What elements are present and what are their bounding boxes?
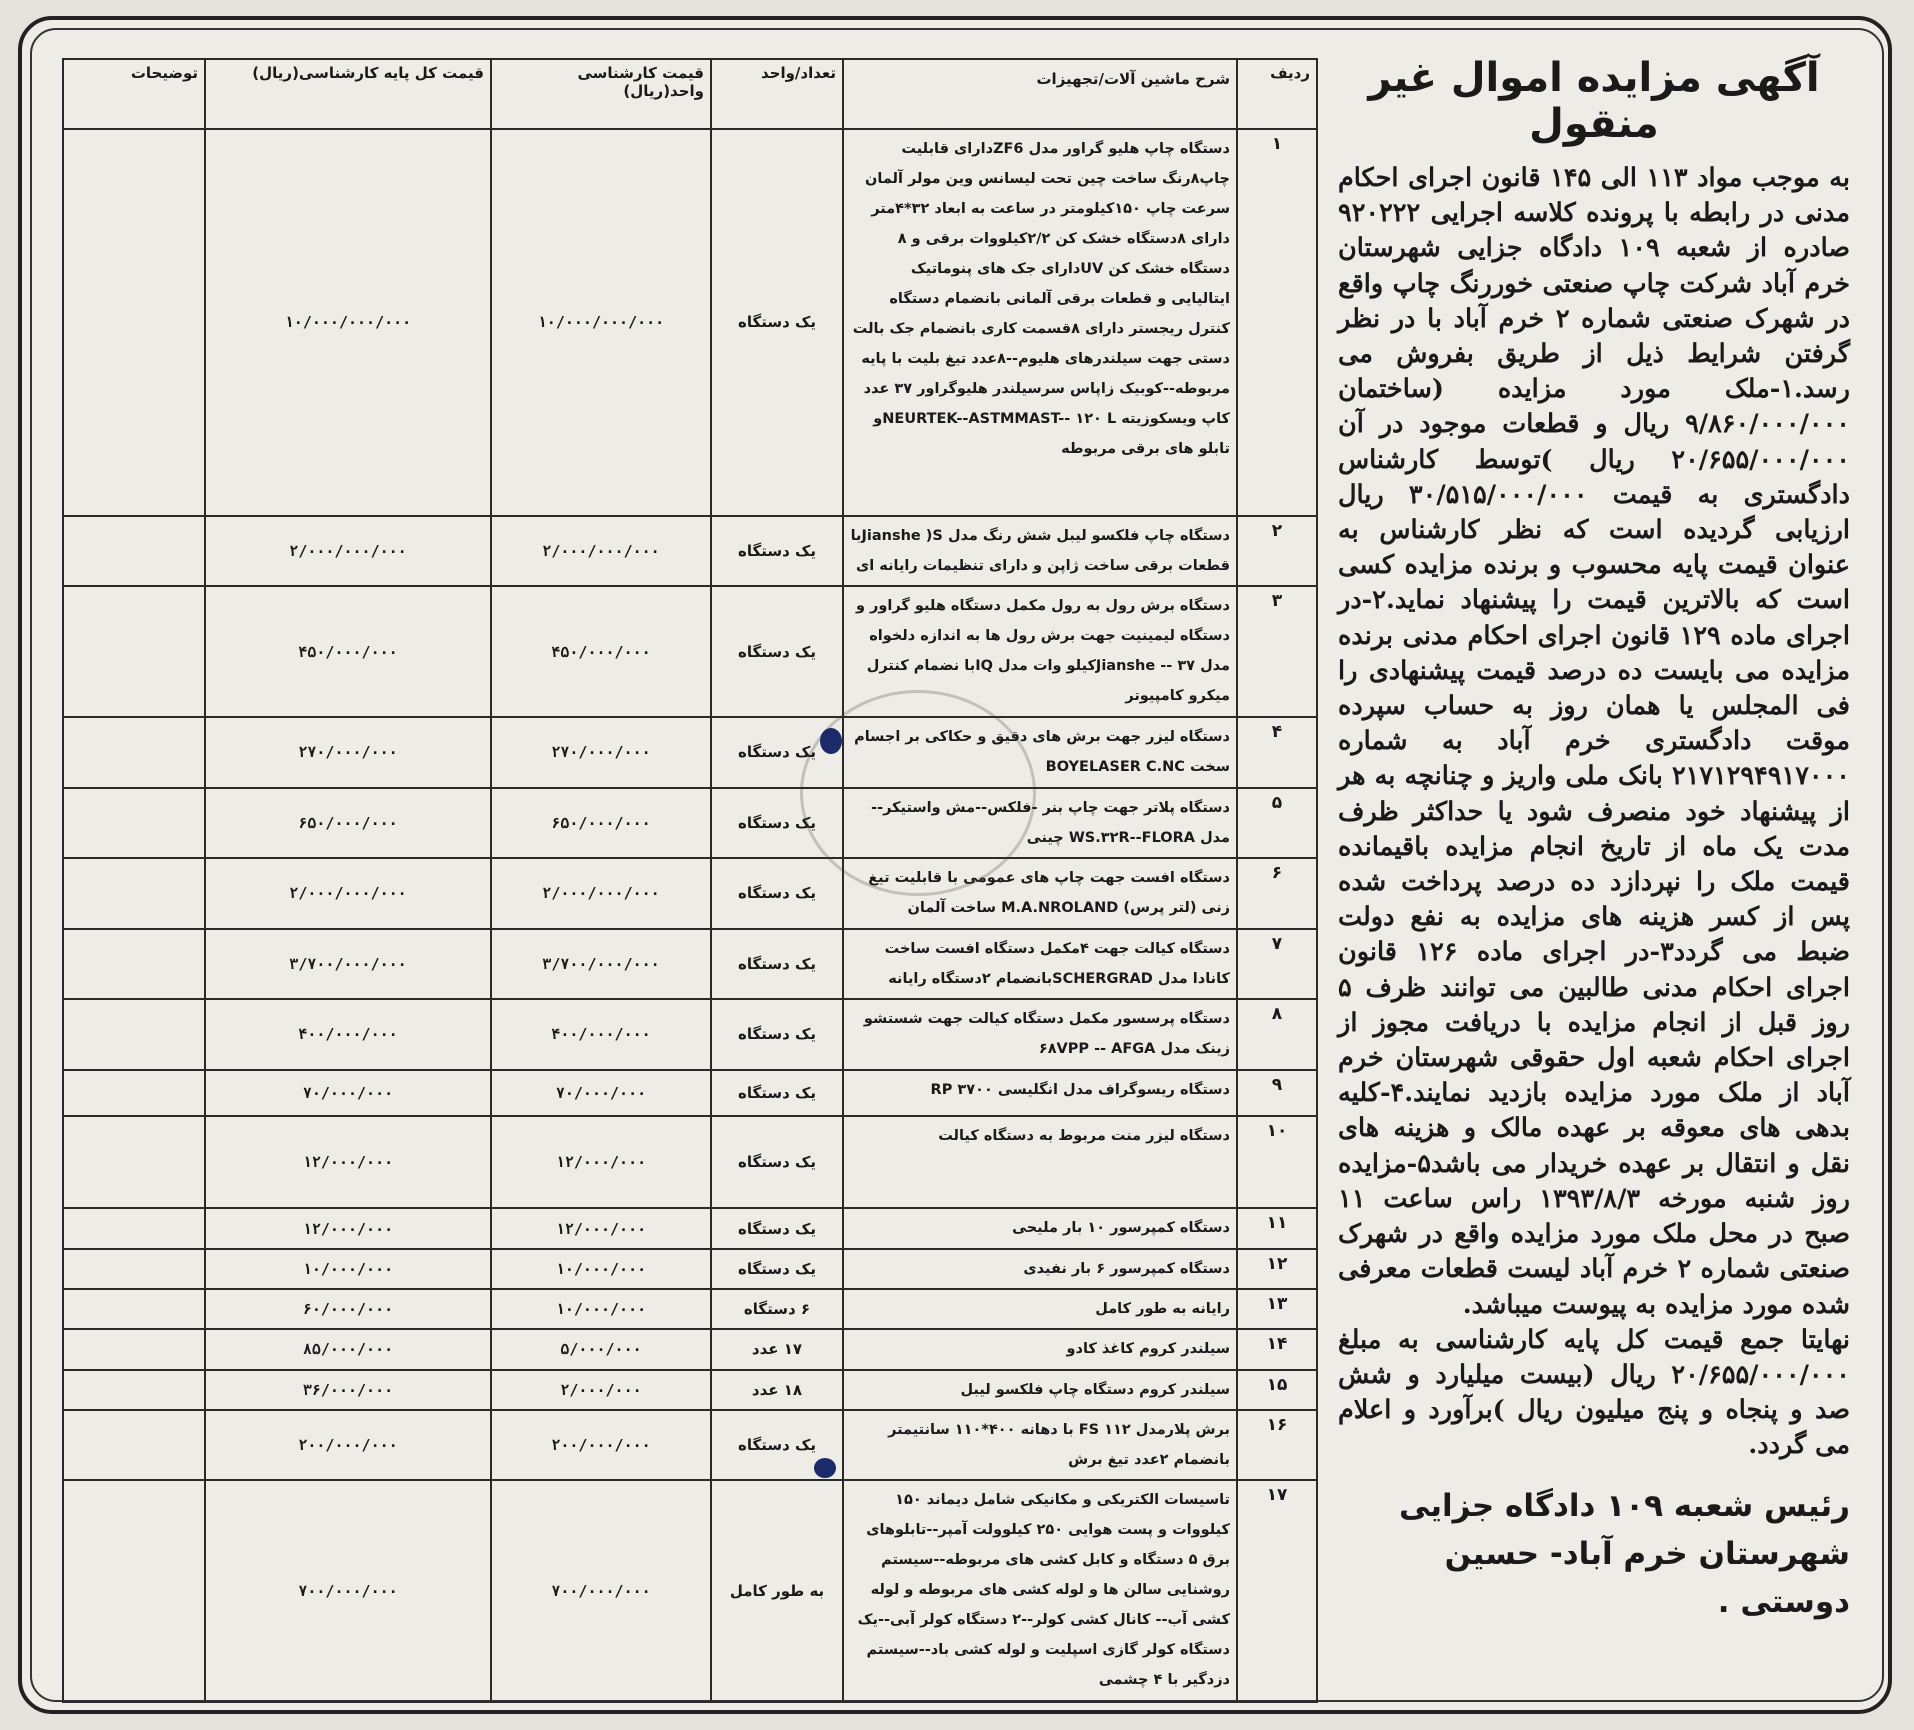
table-body <box>63 129 1317 1702</box>
notes-cell <box>63 1410 205 1480</box>
unit-price-cell: ۶۵۰/۰۰۰/۰۰۰ <box>491 788 711 858</box>
table-row <box>63 516 1317 586</box>
notice-body: به موجب مواد ۱۱۳ الی ۱۴۵ قانون اجرای احکام مدنی در رابطه با پرونده کلاسه اجرایی ۹۲۰۲۲۲ صادره از شعبه ۱۰۹ دادگاه جزایی شهرستان خرم آباد شرکت چاپ صنعتی خوررنگ چاپ واقع در شهرک صنعتی شماره ۲ خرم آباد با در نظر گرفتن شرایط ذیل از طریق بفروش می رسد.۱-ملک مورد مزایده (ساختمان ۹/۸۶۰/۰۰۰/۰۰۰ ریال و قطعات موجود در آن ۲۰/۶۵۵/۰۰۰/۰۰۰ ریال )توسط کارشناس دادگستری به قیمت ۳۰/۵۱۵/۰۰۰/۰۰۰ ریال ارزیابی گردیده است که نظر کارشناس به عنوان قیمت پایه محسوب و برنده مزایده کسی است که بالاترین قیمت را پیشنهاد نماید.۲-در اجرای ماده ۱۲۹ قانون اجرای احکام مدنی برنده مزایده می بایست ده درصد قیمت پیشنهادی را فی المجلس یا همان روز به حساب سپرده موقت دادگستری خرم آباد به شماره ۲۱۷۱۲۹۴۹۱۷۰۰۰ بانک ملی واریز و چنانچه به هر از پیشنهاد خود منصرف شود یا حداکثر ظرف مدت یک ماه از تاریخ انجام مزایده باقیمانده قیمت ملک را نپردازد ده درصد پرداخت شده پس از کسر هزینه های مزایده به نفع دولت ضبط می گردد۳-در اجرای ماده ۱۲۶ قانون اجرای احکام مدنی طالبین می توانند ظرف ۵ روز قبل از انجام مزایده با دریافت مجوز از اجرای احکام شعبه اول حقوقی شهرستان خرم آباد از ملک مورد مزایده بازدید نمایند.۴-کلیه بدهی های معوقه بر عهده مالک و هزینه های نقل و انتقال بر عهده خریدار می باشد۵-مزایده روز شنبه مورخه ۱۳۹۳/۸/۳ راس ساعت ۱۱ صبح در محل ملک مورد مزایده واقع در شهرک صنعتی شماره ۲ خرم آباد لیست قطعات معرفی شده مورد مزایده به پیوست میباشد. <box>1338 163 1850 1320</box>
quantity-cell: ۱۷ عدد <box>711 1329 843 1369</box>
quantity-cell: یک دستگاه <box>711 586 843 717</box>
row-number-cell: ۱۰ <box>1237 1116 1317 1209</box>
description-cell: سیلندر کروم کاغذ کادو <box>843 1329 1237 1369</box>
quantity-cell: یک دستگاه <box>711 1116 843 1209</box>
total-price-cell: ۶۰/۰۰۰/۰۰۰ <box>205 1289 491 1329</box>
total-price-cell: ۳/۷۰۰/۰۰۰/۰۰۰ <box>205 929 491 999</box>
total-price-cell: ۷۰/۰۰۰/۰۰۰ <box>205 1070 491 1116</box>
total-price-cell: ۲/۰۰۰/۰۰۰/۰۰۰ <box>205 858 491 928</box>
header-description: شرح ماشین آلات/تجهیزات <box>843 59 1237 129</box>
notice-signature: رئیس شعبه ۱۰۹ دادگاه جزایی شهرستان خرم آباد- حسین دوستی . <box>1398 1487 1850 1620</box>
total-price-cell: ۲/۰۰۰/۰۰۰/۰۰۰ <box>205 516 491 586</box>
total-price-cell: ۱۰/۰۰۰/۰۰۰ <box>205 1249 491 1289</box>
row-number-cell: ۱۵ <box>1237 1370 1317 1410</box>
total-price-cell: ۱۰/۰۰۰/۰۰۰/۰۰۰ <box>205 129 491 516</box>
description-cell: سیلندر کروم دستگاه چاپ فلکسو لیبل <box>843 1370 1237 1410</box>
table-header-row <box>63 59 1317 129</box>
notes-cell <box>63 516 205 586</box>
unit-price-cell: ۷۰/۰۰۰/۰۰۰ <box>491 1070 711 1116</box>
notes-cell <box>63 1249 205 1289</box>
table-row <box>63 1289 1317 1329</box>
unit-price-cell: ۲۰۰/۰۰۰/۰۰۰ <box>491 1410 711 1480</box>
total-price-cell: ۷۰۰/۰۰۰/۰۰۰ <box>205 1480 491 1702</box>
quantity-cell: یک دستگاه <box>711 1410 843 1480</box>
table-row <box>63 929 1317 999</box>
row-number-cell: ۱۶ <box>1237 1410 1317 1480</box>
header-quantity: تعداد/واحد <box>711 59 843 129</box>
unit-price-cell: ۷۰۰/۰۰۰/۰۰۰ <box>491 1480 711 1702</box>
quantity-cell: یک دستگاه <box>711 1208 843 1248</box>
notice-total: نهایتا جمع قیمت کل پایه کارشناسی به مبلغ ۲۰/۶۵۵/۰۰۰/۰۰۰ ریال (بیست میلیارد و شش صد و پنجاه و پنج میلیون ریال )برآورد و اعلام می گردد. <box>1338 1324 1850 1461</box>
unit-price-cell: ۳/۷۰۰/۰۰۰/۰۰۰ <box>491 929 711 999</box>
row-number-cell: ۱ <box>1237 129 1317 516</box>
table-row <box>63 1410 1317 1480</box>
row-number-cell: ۱۲ <box>1237 1249 1317 1289</box>
notes-cell <box>63 1289 205 1329</box>
unit-price-cell: ۱۰/۰۰۰/۰۰۰/۰۰۰ <box>491 129 711 516</box>
notes-cell <box>63 1480 205 1702</box>
table-row <box>63 858 1317 928</box>
equipment-table <box>62 58 1318 1703</box>
table-row <box>63 586 1317 717</box>
quantity-cell: یک دستگاه <box>711 999 843 1069</box>
notes-cell <box>63 1329 205 1369</box>
row-number-cell: ۴ <box>1237 717 1317 787</box>
row-number-cell: ۱۳ <box>1237 1289 1317 1329</box>
total-price-cell: ۲۰۰/۰۰۰/۰۰۰ <box>205 1410 491 1480</box>
total-price-cell: ۳۶/۰۰۰/۰۰۰ <box>205 1370 491 1410</box>
total-price-cell: ۲۷۰/۰۰۰/۰۰۰ <box>205 717 491 787</box>
description-cell: دستگاه برش رول به رول مکمل دستگاه هلیو گراور و دستگاه لیمینیت جهت برش رول ها به اندازه دلخواه مدل Jianshe -- ۳۷کیلو وات مدل IQبا نضمام کنترل میکرو کامپیوتر <box>843 586 1237 717</box>
unit-price-cell: ۵/۰۰۰/۰۰۰ <box>491 1329 711 1369</box>
description-cell: دستگاه پلاتر جهت چاپ بنر -فلکس--مش واستیکر-- مدل WS.۳۲R--FLORA چینی <box>843 788 1237 858</box>
description-cell: برش پلارمدل FS ۱۱۲ با دهانه ۴۰۰*۱۱۰ سانتیمتر بانضمام ۲عدد تیغ برش <box>843 1410 1237 1480</box>
description-cell: تاسیسات الکتریکی و مکانیکی شامل دیماند ۱۵۰ کیلووات و پست هوایی ۲۵۰ کیلوولت آمپر--تابلوهای برق ۵ دستگاه و کابل کشی های مربوطه--سیستم روشنایی سالن ها و لوله کشی های مربوطه و لوله کشی آب-- کانال کشی کولر--۲ دستگاه کولر آبی--یک دستگاه کولر گازی اسپلیت و لوله کشی باد--سیستم دزدگیر با ۴ چشمی <box>843 1480 1237 1702</box>
notes-cell <box>63 1070 205 1116</box>
notes-cell <box>63 129 205 516</box>
table-row <box>63 999 1317 1069</box>
description-cell: دستگاه ریسوگراف مدل انگلیسی RP ۳۷۰۰ <box>843 1070 1237 1116</box>
description-cell: دستگاه افست جهت چاپ های عمومی با قابلیت تیغ زنی (لتر پرس) M.A.NROLAND ساخت آلمان <box>843 858 1237 928</box>
notes-cell <box>63 929 205 999</box>
row-number-cell: ۷ <box>1237 929 1317 999</box>
quantity-cell: یک دستگاه <box>711 858 843 928</box>
table-row <box>63 1249 1317 1289</box>
row-number-cell: ۹ <box>1237 1070 1317 1116</box>
header-unit-price: قیمت کارشناسی واحد(ریال) <box>491 59 711 129</box>
row-number-cell: ۱۷ <box>1237 1480 1317 1702</box>
ink-blot-mark <box>820 728 842 754</box>
description-cell: دستگاه لیزر جهت برش های دقیق و حکاکی بر اجسام سخت BOYELASER C.NC <box>843 717 1237 787</box>
unit-price-cell: ۲/۰۰۰/۰۰۰/۰۰۰ <box>491 516 711 586</box>
ink-blot-mark <box>814 1458 836 1478</box>
description-cell: دستگاه چاپ هلیو گراور مدل ZF6دارای قابلیت چاپ۸رنگ ساخت چین تحت لیسانس وین مولر آلمان سرعت چاپ ۱۵۰کیلومتر در ساعت به ابعاد ۳۲*۴متر دارای ۸دستگاه خشک کن ۲/۲کیلووات برقی و ۸ دستگاه خشک کن UVدارای جک های پنوماتیک ایتالیایی و قطعات برقی آلمانی بانضمام دستگاه کنترل ریجستر دارای ۸قسمت کاری بانضمام جک بالت دستی جهت سیلندرهای هلیوم--۸عدد تیغ بلیت با پایه مربوطه--کوبیک زاپاس سرسیلندر هلیوگراور ۳۷ عدد کاپ ویسکوزیته NEURTEK--ASTMMAST-- ۱۲۰ Lو تابلو های برقی مربوطه <box>843 129 1237 516</box>
quantity-cell: یک دستگاه <box>711 1249 843 1289</box>
notes-cell <box>63 788 205 858</box>
unit-price-cell: ۱۲/۰۰۰/۰۰۰ <box>491 1208 711 1248</box>
description-cell: دستگاه پرسسور مکمل دستگاه کیالت جهت شستشو زینک مدل ۶۸VPP -- AFGA <box>843 999 1237 1069</box>
quantity-cell: یک دستگاه <box>711 929 843 999</box>
unit-price-cell: ۴۵۰/۰۰۰/۰۰۰ <box>491 586 711 717</box>
notes-cell <box>63 1116 205 1209</box>
header-total-price: قیمت کل پایه کارشناسی(ریال) <box>205 59 491 129</box>
table-row <box>63 1370 1317 1410</box>
row-number-cell: ۱۱ <box>1237 1208 1317 1248</box>
notes-cell <box>63 858 205 928</box>
description-cell: دستگاه کمپرسور ۱۰ بار ملیحی <box>843 1208 1237 1248</box>
description-cell: دستگاه چاپ فلکسو لیبل شش رنگ مدل Jianshe )Sبا قطعات برقی ساخت ژاپن و دارای تنظیمات رایانه ای <box>843 516 1237 586</box>
table-row <box>63 129 1317 516</box>
row-number-cell: ۵ <box>1237 788 1317 858</box>
table-row <box>63 717 1317 787</box>
quantity-cell: یک دستگاه <box>711 516 843 586</box>
total-price-cell: ۴۰۰/۰۰۰/۰۰۰ <box>205 999 491 1069</box>
table-row <box>63 788 1317 858</box>
total-price-cell: ۱۲/۰۰۰/۰۰۰ <box>205 1208 491 1248</box>
row-number-cell: ۶ <box>1237 858 1317 928</box>
quantity-cell: ۱۸ عدد <box>711 1370 843 1410</box>
table-row <box>63 1208 1317 1248</box>
total-price-cell: ۴۵۰/۰۰۰/۰۰۰ <box>205 586 491 717</box>
unit-price-cell: ۲/۰۰۰/۰۰۰/۰۰۰ <box>491 858 711 928</box>
quantity-cell: ۶ دستگاه <box>711 1289 843 1329</box>
description-cell: دستگاه کمپرسور ۶ بار نفیدی <box>843 1249 1237 1289</box>
quantity-cell: یک دستگاه <box>711 717 843 787</box>
total-price-cell: ۶۵۰/۰۰۰/۰۰۰ <box>205 788 491 858</box>
table-row <box>63 1480 1317 1702</box>
notes-cell <box>63 1370 205 1410</box>
row-number-cell: ۱۴ <box>1237 1329 1317 1369</box>
unit-price-cell: ۱۲/۰۰۰/۰۰۰ <box>491 1116 711 1209</box>
table-row <box>63 1070 1317 1116</box>
notes-cell <box>63 999 205 1069</box>
notes-cell <box>63 717 205 787</box>
table-row <box>63 1329 1317 1369</box>
total-price-cell: ۱۲/۰۰۰/۰۰۰ <box>205 1116 491 1209</box>
row-number-cell: ۸ <box>1237 999 1317 1069</box>
unit-price-cell: ۱۰/۰۰۰/۰۰۰ <box>491 1289 711 1329</box>
description-cell: دستگاه کیالت جهت ۴مکمل دستگاه افست ساخت کانادا مدل SCHERGRADبانضمام ۲دستگاه رایانه <box>843 929 1237 999</box>
header-row-number: ردیف <box>1237 59 1317 129</box>
quantity-cell: به طور کامل <box>711 1480 843 1702</box>
description-cell: رایانه به طور کامل <box>843 1289 1237 1329</box>
total-price-cell: ۸۵/۰۰۰/۰۰۰ <box>205 1329 491 1369</box>
table-row <box>63 1116 1317 1209</box>
unit-price-cell: ۱۰/۰۰۰/۰۰۰ <box>491 1249 711 1289</box>
notes-cell <box>63 586 205 717</box>
row-number-cell: ۳ <box>1237 586 1317 717</box>
notice-text-column <box>1338 55 1850 1705</box>
unit-price-cell: ۲/۰۰۰/۰۰۰ <box>491 1370 711 1410</box>
row-number-cell: ۲ <box>1237 516 1317 586</box>
quantity-cell: یک دستگاه <box>711 129 843 516</box>
notice-title: آگهی مزایده اموال غیر منقول <box>1368 55 1820 147</box>
unit-price-cell: ۲۷۰/۰۰۰/۰۰۰ <box>491 717 711 787</box>
quantity-cell: یک دستگاه <box>711 788 843 858</box>
notes-cell <box>63 1208 205 1248</box>
description-cell: دستگاه لیزر منت مربوط به دستگاه کیالت <box>843 1116 1237 1209</box>
quantity-cell: یک دستگاه <box>711 1070 843 1116</box>
unit-price-cell: ۴۰۰/۰۰۰/۰۰۰ <box>491 999 711 1069</box>
header-notes: توضیحات <box>63 59 205 129</box>
